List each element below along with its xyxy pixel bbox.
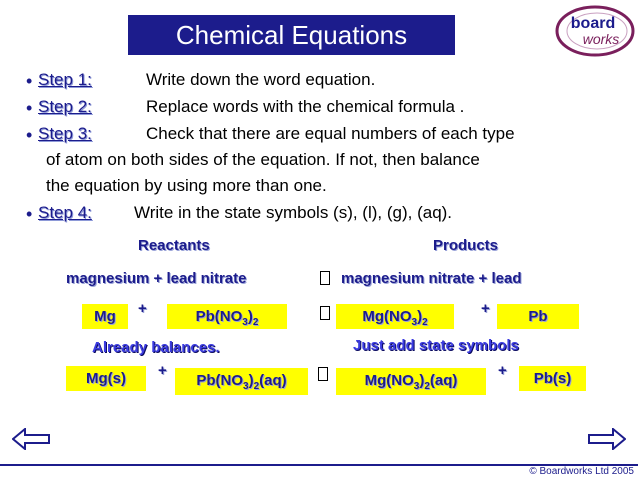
plus-sign: +	[158, 362, 167, 379]
step-3-text-line2: of atom on both sides of the equation. If not, then balance	[46, 150, 480, 169]
bullet: •	[26, 71, 33, 91]
step-4-label: Step 4:	[38, 203, 92, 222]
logo-line2: works	[582, 31, 620, 47]
state-box-pb: Pb(s)	[519, 366, 586, 391]
bullet: •	[26, 204, 33, 224]
step-2-text: Replace words with the chemical formula .	[146, 97, 465, 116]
state-box-lead-nitrate: $Pb(NO_3)_2(aq)$	[175, 368, 308, 395]
state-box-mg: Mg(s)	[66, 366, 146, 391]
plus-sign: +	[138, 300, 147, 317]
page-title: Chemical Equations	[128, 15, 455, 55]
step-3-text-line3: the equation by using more than one.	[46, 176, 327, 195]
plus-sign: +	[481, 300, 490, 317]
formula-box-mg: Mg	[82, 304, 128, 329]
bullet: •	[26, 125, 33, 145]
boardworks-logo-icon	[553, 2, 637, 60]
yields-arrow-icon	[318, 367, 328, 381]
state-box-magnesium-nitrate: $Mg(NO_3)_2(aq)$	[336, 368, 486, 395]
step-1-text: Write down the word equation.	[146, 70, 376, 89]
products-heading: Products	[433, 237, 499, 254]
copyright-text: © Boardworks Ltd 2005	[529, 466, 634, 477]
already-balances-note: Already balances.	[92, 339, 220, 356]
right-arrow-icon[interactable]	[588, 428, 626, 450]
plus-sign: +	[498, 362, 507, 379]
formula-box-lead-nitrate: $Pb(NO_3)_2$	[167, 304, 287, 329]
step-3-text: Check that there are equal numbers of each type	[146, 124, 515, 143]
left-arrow-icon[interactable]	[12, 428, 50, 450]
word-equation-reactants: magnesium + lead nitrate	[66, 270, 247, 287]
step-1-label: Step 1:	[38, 70, 92, 89]
formula-box-pb: Pb	[497, 304, 579, 329]
bullet: •	[26, 98, 33, 118]
yields-arrow-icon	[320, 306, 330, 320]
step-4-text: Write in the state symbols (s), (l), (g), (aq).	[134, 203, 453, 222]
word-equation-products: magnesium nitrate + lead	[341, 270, 522, 287]
step-2-label: Step 2:	[38, 97, 92, 116]
step-3-label: Step 3:	[38, 124, 92, 143]
logo-line1: board	[570, 15, 616, 32]
formula-box-magnesium-nitrate: $Mg(NO_3)_2$	[336, 304, 454, 329]
state-symbols-note: Just add state symbols	[353, 337, 519, 354]
yields-arrow-icon	[320, 271, 330, 285]
reactants-heading: Reactants	[138, 237, 210, 254]
